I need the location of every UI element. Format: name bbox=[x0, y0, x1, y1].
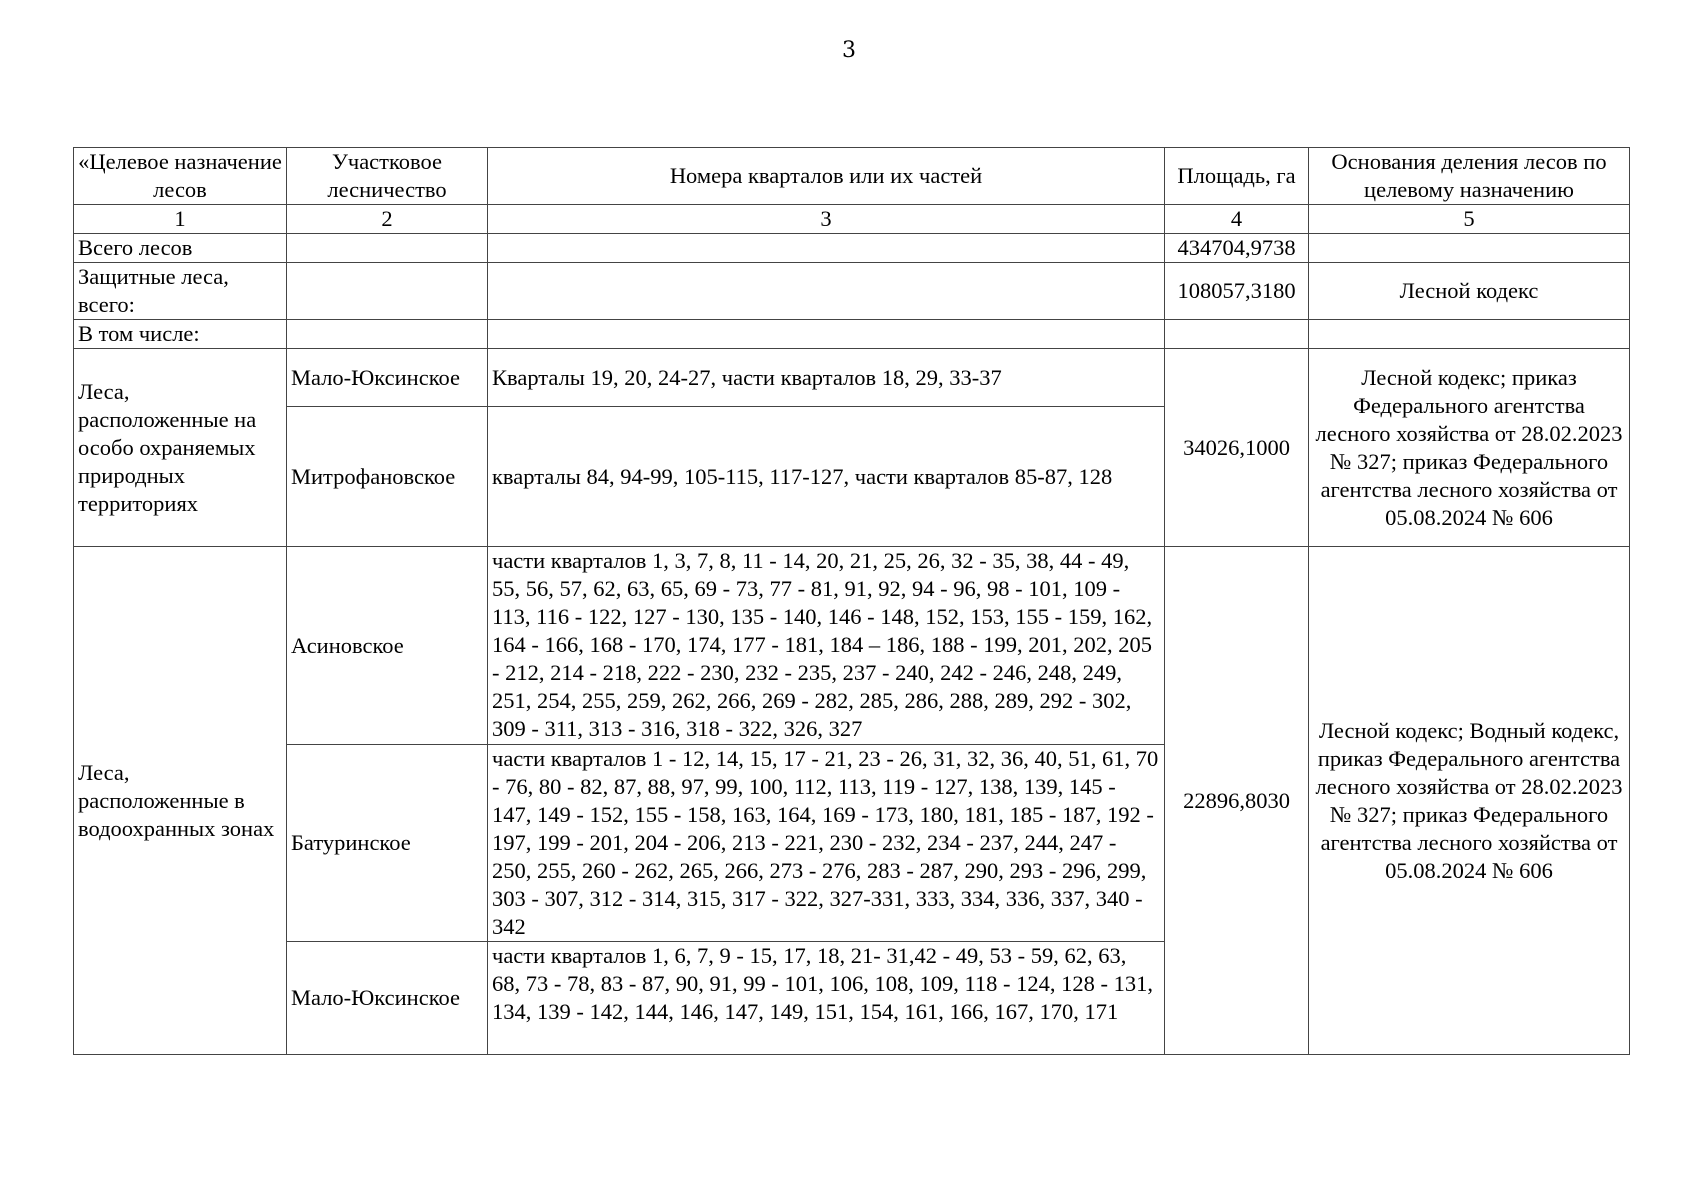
header-basis: Основания деления лесов по целевому назначению bbox=[1309, 148, 1630, 205]
purpose-cell: Леса, расположенные на особо охраняемых природных территориях bbox=[74, 349, 287, 547]
purpose-cell: В том числе: bbox=[74, 320, 287, 349]
table-row-protective bbox=[74, 263, 1630, 320]
empty-cell bbox=[287, 320, 488, 349]
empty-cell bbox=[287, 234, 488, 263]
area-cell: 108057,3180 bbox=[1165, 263, 1309, 320]
empty-cell bbox=[1309, 234, 1630, 263]
header-area: Площадь, га bbox=[1165, 148, 1309, 205]
basis-cell: Лесной кодекс; Водный кодекс, приказ Федерального агентства лесного хозяйства от 28.02.2023 № 327; приказ Федерального агентства лесного хозяйства от 05.08.2024 № 606 bbox=[1309, 547, 1630, 1055]
forestry-cell: Батуринское bbox=[287, 745, 488, 942]
table-row-water-1 bbox=[74, 547, 1630, 745]
empty-cell bbox=[1309, 320, 1630, 349]
forestry-cell: Асиновское bbox=[287, 547, 488, 745]
column-number: 5 bbox=[1309, 205, 1630, 234]
page-number: 3 bbox=[842, 38, 856, 63]
empty-cell bbox=[1165, 320, 1309, 349]
header-forestry: Участковое лесничество bbox=[287, 148, 488, 205]
area-cell: 34026,1000 bbox=[1165, 349, 1309, 547]
basis-cell: Лесной кодекс; приказ Федерального агентства лесного хозяйства от 28.02.2023 № 327; приказ Федерального агентства лесного хозяйства от 05.08.2024 № 606 bbox=[1309, 349, 1630, 547]
empty-cell bbox=[488, 263, 1165, 320]
forest-purpose-table bbox=[73, 147, 1630, 1055]
purpose-cell: Всего лесов bbox=[74, 234, 287, 263]
table-row-including bbox=[74, 320, 1630, 349]
empty-cell bbox=[287, 263, 488, 320]
forestry-cell: Мало-Юксинское bbox=[287, 349, 488, 407]
forestry-cell: Митрофановское bbox=[287, 407, 488, 547]
area-cell: 434704,9738 bbox=[1165, 234, 1309, 263]
header-quarters: Номера кварталов или их частей bbox=[488, 148, 1165, 205]
column-number: 3 bbox=[488, 205, 1165, 234]
column-number: 2 bbox=[287, 205, 488, 234]
table-header-row bbox=[74, 148, 1630, 205]
table-row-oopt-1 bbox=[74, 349, 1630, 407]
column-number: 1 bbox=[74, 205, 287, 234]
basis-cell: Лесной кодекс bbox=[1309, 263, 1630, 320]
forestry-cell: Мало-Юксинское bbox=[287, 942, 488, 1055]
purpose-cell: Леса, расположенные в водоохранных зонах bbox=[74, 547, 287, 1055]
quarters-cell: кварталы 84, 94-99, 105-115, 117-127, части кварталов 85-87, 128 bbox=[488, 407, 1165, 547]
quarters-cell: части кварталов 1 - 12, 14, 15, 17 - 21, 23 - 26, 31, 32, 36, 40, 51, 61, 70 - 76, 80 - 82, 87, 88, 97, 99, 100, 112, 113, 119 - 127, 138, 139, 145 - 147, 149 - 152, 155 - 158, 163, 164, 169 - 173, 180, 181, 185 - 187, 192 - 197, 199 - 201, 204 - 206, 213 - 221, 230 - 232, 234 - 237, 244, 247 - 250, 255, 260 - 262, 265, 266, 273 - 276, 283 - 287, 290, 293 - 296, 299, 303 - 307, 312 - 314, 315, 317 - 322, 327-331, 333, 334, 336, 337, 340 - 342 bbox=[488, 745, 1165, 942]
table-row-total bbox=[74, 234, 1630, 263]
empty-cell bbox=[488, 234, 1165, 263]
area-cell: 22896,8030 bbox=[1165, 547, 1309, 1055]
column-number-row bbox=[74, 205, 1630, 234]
column-number: 4 bbox=[1165, 205, 1309, 234]
header-purpose: «Целевое назначение лесов bbox=[74, 148, 287, 205]
purpose-cell: Защитные леса, всего: bbox=[74, 263, 287, 320]
empty-cell bbox=[488, 320, 1165, 349]
quarters-cell: части кварталов 1, 3, 7, 8, 11 - 14, 20, 21, 25, 26, 32 - 35, 38, 44 - 49, 55, 56, 57, 62, 63, 65, 69 - 73, 77 - 81, 91, 92, 94 - 96, 98 - 101, 109 - 113, 116 - 122, 127 - 130, 135 - 140, 146 - 148, 152, 153, 155 - 159, 162, 164 - 166, 168 - 170, 174, 177 - 181, 184 – 186, 188 - 199, 201, 202, 205 - 212, 214 - 218, 222 - 230, 232 - 235, 237 - 240, 242 - 246, 248, 249, 251, 254, 255, 259, 262, 266, 269 - 282, 285, 286, 288, 289, 292 - 302, 309 - 311, 313 - 316, 318 - 322, 326, 327 bbox=[488, 547, 1165, 745]
quarters-cell: части кварталов 1, 6, 7, 9 - 15, 17, 18, 21- 31,42 - 49, 53 - 59, 62, 63, 68, 73 - 78, 83 - 87, 90, 91, 99 - 101, 106, 108, 109, 118 - 124, 128 - 131, 134, 139 - 142, 144, 146, 147, 149, 151, 154, 161, 166, 167, 170, 171 bbox=[488, 942, 1165, 1055]
quarters-cell: Кварталы 19, 20, 24-27, части кварталов 18, 29, 33-37 bbox=[488, 349, 1165, 407]
